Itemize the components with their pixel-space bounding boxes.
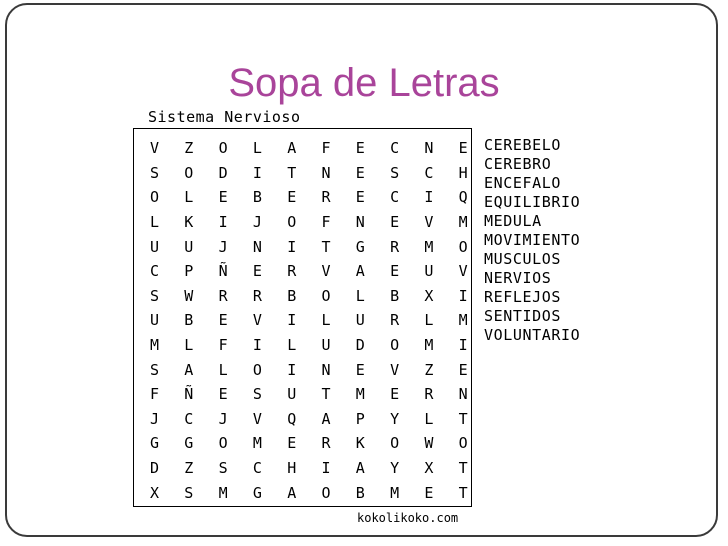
grid-cell: S (184, 483, 194, 502)
grid-cell: L (218, 360, 228, 379)
grid-row (150, 234, 493, 259)
word-list-item: EQUILIBRIO (484, 193, 581, 211)
grid-cell: L (355, 286, 365, 305)
word-list-item: VOLUNTARIO (484, 326, 581, 344)
grid-cell: A (287, 139, 297, 158)
grid-cell: S (390, 163, 400, 182)
grid-cell: R (252, 286, 262, 305)
slide-title: Sopa de Letras (228, 61, 500, 105)
grid-cell: E (390, 385, 400, 404)
grid-cell: K (184, 213, 194, 232)
word-list-item: MOVIMIENTO (484, 231, 581, 249)
grid-cell: T (458, 409, 468, 428)
letter-grid (150, 136, 493, 505)
grid-cell: N (458, 385, 468, 404)
grid-cell: Y (390, 459, 400, 478)
grid-cell: K (355, 434, 365, 453)
grid-cell: X (150, 483, 160, 502)
grid-cell: B (184, 311, 194, 330)
grid-cell: C (252, 459, 262, 478)
grid-cell: I (287, 237, 297, 256)
grid-cell: E (355, 188, 365, 207)
grid-cell: T (458, 459, 468, 478)
grid-cell: M (150, 336, 160, 355)
grid-cell: A (355, 262, 365, 281)
grid-cell: O (390, 336, 400, 355)
grid-cell: M (424, 336, 434, 355)
grid-cell: V (252, 409, 262, 428)
word-list-item: NERVIOS (484, 269, 552, 287)
grid-cell: C (390, 188, 400, 207)
grid-row (150, 185, 493, 210)
grid-cell: I (458, 286, 468, 305)
grid-cell: M (218, 483, 228, 502)
grid-cell: A (184, 360, 194, 379)
grid-cell: U (321, 336, 331, 355)
grid-cell: R (424, 385, 434, 404)
grid-cell: R (218, 286, 228, 305)
grid-cell: A (321, 409, 331, 428)
grid-cell: S (252, 385, 262, 404)
grid-cell: U (424, 262, 434, 281)
grid-row (150, 357, 493, 382)
word-list-item: ENCEFALO (484, 174, 562, 192)
grid-cell: G (150, 434, 160, 453)
grid-cell: I (424, 188, 434, 207)
grid-cell: C (424, 163, 434, 182)
grid-row (150, 308, 493, 333)
grid-cell: D (218, 163, 228, 182)
grid-cell: V (252, 311, 262, 330)
grid-cell: O (321, 483, 331, 502)
grid-cell: M (355, 385, 365, 404)
grid-cell: L (252, 139, 262, 158)
grid-cell: L (287, 336, 297, 355)
grid-cell: Z (424, 360, 434, 379)
grid-row (150, 333, 493, 358)
word-list-item: SENTIDOS (484, 307, 562, 325)
grid-cell: I (252, 336, 262, 355)
grid-cell: C (390, 139, 400, 158)
grid-cell: E (458, 360, 468, 379)
grid-cell: R (321, 434, 331, 453)
grid-cell: B (355, 483, 365, 502)
grid-cell: E (355, 163, 365, 182)
grid-cell: R (287, 262, 297, 281)
grid-cell: T (458, 483, 468, 502)
grid-cell: R (390, 237, 400, 256)
grid-cell: O (390, 434, 400, 453)
grid-cell: E (424, 483, 434, 502)
grid-cell: H (458, 163, 468, 182)
grid-cell: S (150, 360, 160, 379)
grid-row (150, 210, 493, 235)
grid-cell: N (321, 163, 331, 182)
grid-cell: L (184, 336, 194, 355)
grid-cell: V (390, 360, 400, 379)
grid-cell: U (150, 237, 160, 256)
grid-row (150, 136, 493, 161)
grid-cell: F (150, 385, 160, 404)
grid-cell: L (150, 213, 160, 232)
grid-cell: O (218, 434, 228, 453)
grid-cell: Z (184, 459, 194, 478)
grid-cell: G (252, 483, 262, 502)
grid-cell: C (184, 409, 194, 428)
grid-cell: G (355, 237, 365, 256)
grid-cell: V (458, 262, 468, 281)
grid-cell: N (424, 139, 434, 158)
word-list-item: CEREBRO (484, 155, 552, 173)
word-list (484, 136, 580, 345)
grid-cell: I (458, 336, 468, 355)
grid-cell: V (424, 213, 434, 232)
grid-cell: N (321, 360, 331, 379)
grid-cell: E (458, 139, 468, 158)
grid-cell: O (458, 434, 468, 453)
word-list-item: REFLEJOS (484, 288, 562, 306)
grid-cell: T (321, 237, 331, 256)
grid-cell: U (287, 385, 297, 404)
grid-cell: C (150, 262, 160, 281)
grid-row (150, 456, 493, 481)
grid-cell: I (218, 213, 228, 232)
grid-cell: E (390, 213, 400, 232)
grid-cell: Ñ (218, 262, 228, 281)
grid-cell: M (458, 213, 468, 232)
grid-cell: H (287, 459, 297, 478)
grid-cell: O (252, 360, 262, 379)
grid-cell: D (355, 336, 365, 355)
grid-cell: B (287, 286, 297, 305)
grid-cell: E (218, 385, 228, 404)
grid-cell: U (184, 237, 194, 256)
grid-cell: F (321, 139, 331, 158)
grid-cell: M (390, 483, 400, 502)
credit-text: kokolikoko.com (357, 511, 459, 525)
grid-cell: V (150, 139, 160, 158)
grid-cell: E (355, 360, 365, 379)
grid-row (150, 480, 493, 505)
grid-cell: R (390, 311, 400, 330)
grid-cell: O (150, 188, 160, 207)
grid-row (150, 284, 493, 309)
grid-cell: Q (458, 188, 468, 207)
grid-cell: A (355, 459, 365, 478)
grid-cell: X (424, 459, 434, 478)
grid-cell: A (287, 483, 297, 502)
grid-cell: L (424, 311, 434, 330)
grid-cell: V (321, 262, 331, 281)
grid-cell: E (390, 262, 400, 281)
grid-cell: B (390, 286, 400, 305)
puzzle-subtitle: Sistema Nervioso (148, 108, 301, 126)
grid-cell: E (287, 188, 297, 207)
grid-cell: F (321, 213, 331, 232)
grid-cell: P (184, 262, 194, 281)
word-list-item: MEDULA (484, 212, 542, 230)
grid-cell: S (218, 459, 228, 478)
grid-cell: Ñ (184, 385, 194, 404)
grid-cell: L (184, 188, 194, 207)
grid-cell: M (458, 311, 468, 330)
grid-cell: E (355, 139, 365, 158)
grid-cell: D (150, 459, 160, 478)
grid-cell: J (252, 213, 262, 232)
grid-cell: E (252, 262, 262, 281)
grid-cell: G (184, 434, 194, 453)
grid-cell: Y (390, 409, 400, 428)
grid-cell: I (287, 311, 297, 330)
grid-cell: T (321, 385, 331, 404)
grid-cell: Z (184, 139, 194, 158)
grid-row (150, 259, 493, 284)
grid-cell: Q (287, 409, 297, 428)
grid-cell: S (150, 163, 160, 182)
grid-row (150, 161, 493, 186)
grid-cell: L (321, 311, 331, 330)
grid-cell: O (458, 237, 468, 256)
grid-cell: E (287, 434, 297, 453)
grid-cell: O (184, 163, 194, 182)
grid-row (150, 407, 493, 432)
grid-cell: B (252, 188, 262, 207)
grid-cell: J (218, 237, 228, 256)
grid-cell: M (252, 434, 262, 453)
grid-cell: E (218, 188, 228, 207)
grid-cell: X (424, 286, 434, 305)
grid-cell: J (218, 409, 228, 428)
word-list-item: MUSCULOS (484, 250, 562, 268)
grid-cell: J (150, 409, 160, 428)
grid-cell: O (321, 286, 331, 305)
grid-cell: I (321, 459, 331, 478)
grid-cell: T (287, 163, 297, 182)
grid-cell: N (355, 213, 365, 232)
grid-cell: U (150, 311, 160, 330)
grid-cell: P (355, 409, 365, 428)
grid-cell: M (424, 237, 434, 256)
grid-cell: F (218, 336, 228, 355)
word-list-item: CEREBELO (484, 136, 562, 154)
grid-cell: O (218, 139, 228, 158)
grid-cell: S (150, 286, 160, 305)
grid-cell: U (355, 311, 365, 330)
grid-cell: R (321, 188, 331, 207)
grid-row (150, 431, 493, 456)
grid-cell: W (184, 286, 194, 305)
grid-cell: W (424, 434, 434, 453)
grid-cell: I (287, 360, 297, 379)
grid-row (150, 382, 493, 407)
grid-cell: O (287, 213, 297, 232)
grid-cell: I (252, 163, 262, 182)
grid-cell: E (218, 311, 228, 330)
grid-cell: L (424, 409, 434, 428)
grid-cell: N (252, 237, 262, 256)
